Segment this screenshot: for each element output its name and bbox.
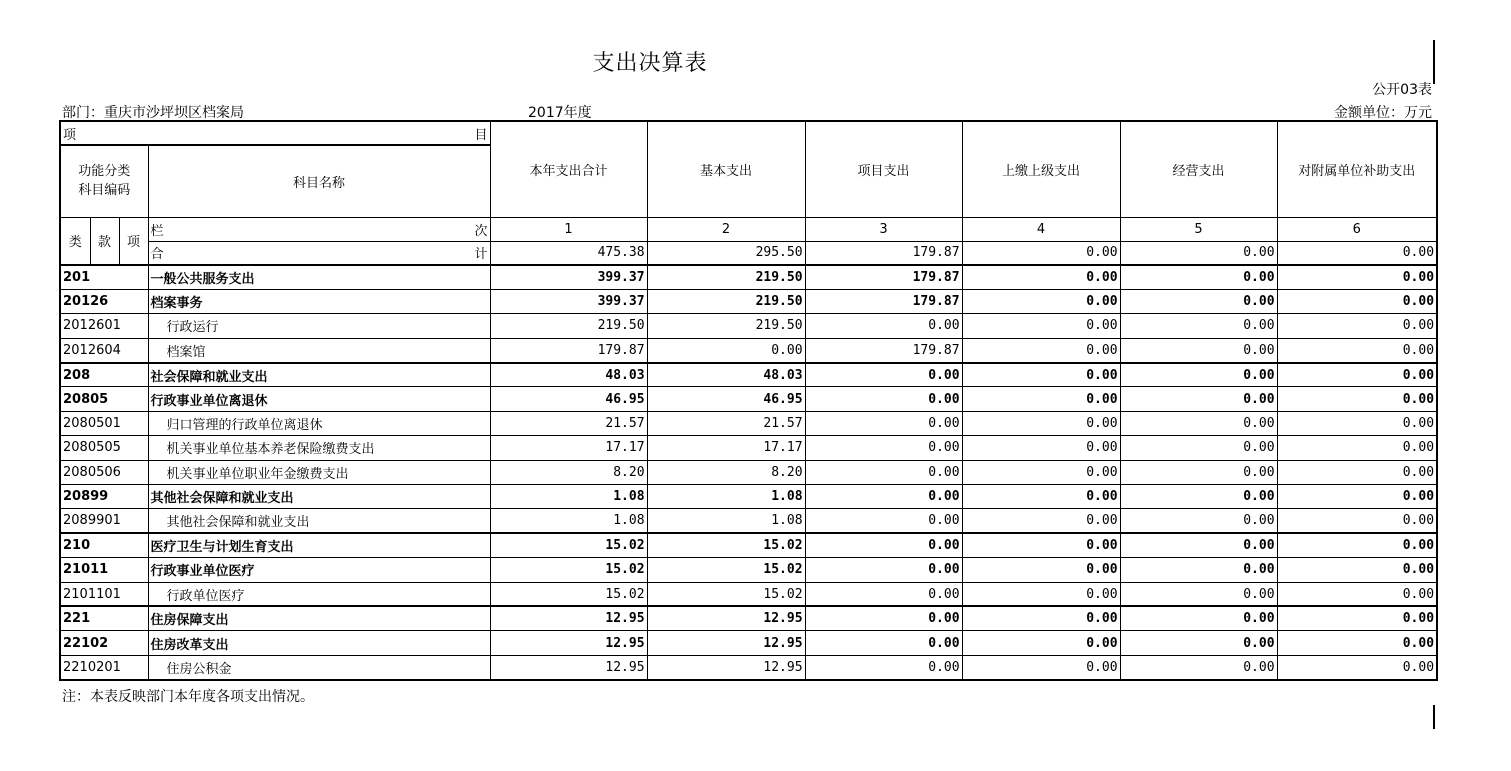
item-right-label: 目 [474, 127, 488, 143]
row-code: 2080506 [60, 460, 148, 484]
row-subject-name: 其他社会保障和就业支出 [148, 509, 490, 533]
row-value-col6: 0.00 [1277, 631, 1437, 655]
table-row [60, 558, 1437, 582]
row-value-col4: 0.00 [962, 436, 1120, 460]
row-value-col2: 1.08 [647, 509, 805, 533]
row-subject-name: 一般公共服务支出 [148, 265, 490, 289]
row-value-col3: 0.00 [805, 363, 962, 387]
total-col2: 295.50 [647, 241, 805, 265]
row-value-col6: 0.00 [1277, 655, 1437, 679]
row-value-col3: 0.00 [805, 582, 962, 606]
table-note: 注：本表反映部门本年度各项支出情况。 [62, 689, 314, 705]
col-index-2: 2 [647, 217, 805, 241]
header-row-index [60, 217, 1437, 241]
row-subject-name: 社会保障和就业支出 [148, 363, 490, 387]
row-value-col4: 0.00 [962, 485, 1120, 509]
row-value-col2: 219.50 [647, 314, 805, 338]
lei-header: 类 [60, 217, 90, 265]
header-row-item [60, 121, 1437, 145]
row-code: 221 [60, 606, 148, 630]
form-number: 公开03表 [1372, 82, 1432, 98]
row-value-col6: 0.00 [1277, 338, 1437, 362]
table-row [60, 436, 1437, 460]
row-value-col6: 0.00 [1277, 460, 1437, 484]
row-value-col1: 8.20 [490, 460, 647, 484]
row-value-col3: 0.00 [805, 631, 962, 655]
row-value-col5: 0.00 [1120, 411, 1277, 435]
row-code: 20126 [60, 289, 148, 313]
row-subject-name: 住房改革支出 [148, 631, 490, 655]
row-value-col4: 0.00 [962, 289, 1120, 313]
table-row [60, 655, 1437, 679]
row-value-col1: 219.50 [490, 314, 647, 338]
kuan-header: 款 [90, 217, 119, 265]
table-row [60, 606, 1437, 630]
row-value-col4: 0.00 [962, 606, 1120, 630]
row-value-col1: 399.37 [490, 265, 647, 289]
row-value-col5: 0.00 [1120, 606, 1277, 630]
row-subject-name: 机关事业单位职业年金缴费支出 [148, 460, 490, 484]
row-value-col5: 0.00 [1120, 533, 1277, 557]
row-value-col2: 17.17 [647, 436, 805, 460]
row-value-col3: 0.00 [805, 485, 962, 509]
row-value-col1: 1.08 [490, 509, 647, 533]
table-row [60, 338, 1437, 362]
func-code-header [60, 145, 148, 217]
row-subject-name: 住房公积金 [148, 655, 490, 679]
row-value-col2: 12.95 [647, 655, 805, 679]
page-title: 支出决算表 [592, 51, 708, 76]
row-value-col3: 0.00 [805, 411, 962, 435]
department-label: 部门：重庆市沙坪坝区档案局 [62, 105, 244, 121]
item-left-label: 项 [63, 127, 77, 143]
row-value-col3: 0.00 [805, 460, 962, 484]
row-value-col2: 12.95 [647, 606, 805, 630]
row-subject-name: 归口管理的行政单位离退休 [148, 411, 490, 435]
row-value-col6: 0.00 [1277, 436, 1437, 460]
ji-label: 计 [474, 247, 488, 263]
row-value-col1: 15.02 [490, 582, 647, 606]
row-subject-name: 医疗卫生与计划生育支出 [148, 533, 490, 557]
row-value-col5: 0.00 [1120, 436, 1277, 460]
expenditure-table [59, 120, 1438, 681]
row-value-col2: 21.57 [647, 411, 805, 435]
row-value-col2: 46.95 [647, 387, 805, 411]
row-value-col6: 0.00 [1277, 582, 1437, 606]
row-value-col4: 0.00 [962, 338, 1120, 362]
xiang-header: 项 [119, 217, 148, 265]
row-value-col2: 219.50 [647, 289, 805, 313]
row-value-col5: 0.00 [1120, 289, 1277, 313]
row-code: 22102 [60, 631, 148, 655]
row-value-col5: 0.00 [1120, 314, 1277, 338]
row-value-col6: 0.00 [1277, 411, 1437, 435]
row-value-col1: 179.87 [490, 338, 647, 362]
col3-header: 项目支出 [805, 121, 962, 217]
table-row [60, 485, 1437, 509]
func-code-line2: 科目编码 [78, 183, 131, 199]
total-col1: 475.38 [490, 241, 647, 265]
table-row [60, 582, 1437, 606]
row-value-col6: 0.00 [1277, 289, 1437, 313]
row-value-col3: 179.87 [805, 338, 962, 362]
row-value-col3: 0.00 [805, 558, 962, 582]
table-row [60, 387, 1437, 411]
row-code: 20899 [60, 485, 148, 509]
row-value-col6: 0.00 [1277, 606, 1437, 630]
table-row [60, 460, 1437, 484]
row-value-col4: 0.00 [962, 582, 1120, 606]
row-value-col1: 21.57 [490, 411, 647, 435]
row-code: 2012604 [60, 338, 148, 362]
row-value-col6: 0.00 [1277, 509, 1437, 533]
col4-header: 上缴上级支出 [962, 121, 1120, 217]
row-code: 2210201 [60, 655, 148, 679]
row-value-col1: 399.37 [490, 289, 647, 313]
row-value-col6: 0.00 [1277, 485, 1437, 509]
total-row [60, 241, 1437, 265]
col5-header: 经营支出 [1120, 121, 1277, 217]
row-value-col2: 15.02 [647, 558, 805, 582]
row-value-col4: 0.00 [962, 363, 1120, 387]
row-value-col4: 0.00 [962, 509, 1120, 533]
col1-header: 本年支出合计 [490, 121, 647, 217]
row-value-col1: 15.02 [490, 558, 647, 582]
row-value-col4: 0.00 [962, 314, 1120, 338]
row-value-col1: 15.02 [490, 533, 647, 557]
col-index-3: 3 [805, 217, 962, 241]
row-value-col5: 0.00 [1120, 509, 1277, 533]
row-value-col5: 0.00 [1120, 265, 1277, 289]
func-code-line1: 功能分类 [78, 164, 131, 180]
he-ji-cell [148, 241, 490, 265]
table-row [60, 509, 1437, 533]
col-index-1: 1 [490, 217, 647, 241]
row-value-col3: 179.87 [805, 289, 962, 313]
row-subject-name: 行政单位医疗 [148, 582, 490, 606]
table-row [60, 363, 1437, 387]
total-col4: 0.00 [962, 241, 1120, 265]
total-col3: 179.87 [805, 241, 962, 265]
fiscal-year: 2017年度 [528, 105, 592, 121]
lan-ci-cell [148, 217, 490, 241]
row-value-col3: 0.00 [805, 509, 962, 533]
row-code: 20805 [60, 387, 148, 411]
row-value-col6: 0.00 [1277, 314, 1437, 338]
row-value-col2: 0.00 [647, 338, 805, 362]
row-value-col2: 15.02 [647, 533, 805, 557]
row-value-col4: 0.00 [962, 265, 1120, 289]
table-row [60, 411, 1437, 435]
row-value-col4: 0.00 [962, 655, 1120, 679]
page-edge-mark-top [1433, 40, 1435, 84]
row-code: 2089901 [60, 509, 148, 533]
row-value-col2: 1.08 [647, 485, 805, 509]
row-value-col5: 0.00 [1120, 558, 1277, 582]
row-value-col3: 0.00 [805, 533, 962, 557]
row-value-col3: 179.87 [805, 265, 962, 289]
row-value-col1: 12.95 [490, 631, 647, 655]
ci-label: 次 [474, 223, 488, 239]
row-value-col4: 0.00 [962, 558, 1120, 582]
row-value-col3: 0.00 [805, 606, 962, 630]
row-code: 2080501 [60, 411, 148, 435]
row-value-col4: 0.00 [962, 411, 1120, 435]
row-value-col3: 0.00 [805, 387, 962, 411]
row-value-col6: 0.00 [1277, 533, 1437, 557]
row-value-col6: 0.00 [1277, 387, 1437, 411]
total-col5: 0.00 [1120, 241, 1277, 265]
row-value-col1: 12.95 [490, 655, 647, 679]
row-subject-name: 行政事业单位离退休 [148, 387, 490, 411]
row-value-col5: 0.00 [1120, 485, 1277, 509]
table-row [60, 533, 1437, 557]
table-row [60, 265, 1437, 289]
row-value-col6: 0.00 [1277, 363, 1437, 387]
row-value-col1: 17.17 [490, 436, 647, 460]
row-value-col5: 0.00 [1120, 655, 1277, 679]
row-code: 2101101 [60, 582, 148, 606]
col-index-5: 5 [1120, 217, 1277, 241]
row-value-col1: 1.08 [490, 485, 647, 509]
col2-header: 基本支出 [647, 121, 805, 217]
row-subject-name: 机关事业单位基本养老保险缴费支出 [148, 436, 490, 460]
table-row [60, 289, 1437, 313]
row-value-col5: 0.00 [1120, 363, 1277, 387]
row-value-col4: 0.00 [962, 631, 1120, 655]
row-code: 21011 [60, 558, 148, 582]
row-code: 208 [60, 363, 148, 387]
row-value-col2: 15.02 [647, 582, 805, 606]
row-value-col5: 0.00 [1120, 582, 1277, 606]
table-row [60, 631, 1437, 655]
row-subject-name: 行政运行 [148, 314, 490, 338]
col-index-4: 4 [962, 217, 1120, 241]
row-value-col2: 48.03 [647, 363, 805, 387]
row-value-col1: 12.95 [490, 606, 647, 630]
row-code: 2080505 [60, 436, 148, 460]
row-value-col3: 0.00 [805, 655, 962, 679]
row-value-col2: 12.95 [647, 631, 805, 655]
row-value-col4: 0.00 [962, 460, 1120, 484]
lan-label: 栏 [150, 223, 164, 239]
row-subject-name: 住房保障支出 [148, 606, 490, 630]
table-row [60, 314, 1437, 338]
amount-unit: 金额单位：万元 [1334, 105, 1432, 121]
row-value-col3: 0.00 [805, 436, 962, 460]
row-value-col1: 46.95 [490, 387, 647, 411]
subject-name-header: 科目名称 [148, 145, 490, 217]
row-value-col4: 0.00 [962, 387, 1120, 411]
row-value-col3: 0.00 [805, 314, 962, 338]
row-value-col6: 0.00 [1277, 558, 1437, 582]
row-value-col6: 0.00 [1277, 265, 1437, 289]
row-code: 210 [60, 533, 148, 557]
row-value-col1: 48.03 [490, 363, 647, 387]
row-subject-name: 档案馆 [148, 338, 490, 362]
row-value-col5: 0.00 [1120, 338, 1277, 362]
row-subject-name: 行政事业单位医疗 [148, 558, 490, 582]
total-col6: 0.00 [1277, 241, 1437, 265]
row-value-col5: 0.00 [1120, 460, 1277, 484]
row-value-col2: 219.50 [647, 265, 805, 289]
row-value-col4: 0.00 [962, 533, 1120, 557]
row-value-col2: 8.20 [647, 460, 805, 484]
col6-header: 对附属单位补助支出 [1277, 121, 1437, 217]
item-header-cell [60, 121, 490, 145]
row-code: 2012601 [60, 314, 148, 338]
row-subject-name: 档案事务 [148, 289, 490, 313]
row-value-col5: 0.00 [1120, 631, 1277, 655]
he-label: 合 [150, 247, 164, 263]
row-subject-name: 其他社会保障和就业支出 [148, 485, 490, 509]
row-code: 201 [60, 265, 148, 289]
col-index-6: 6 [1277, 217, 1437, 241]
row-value-col5: 0.00 [1120, 387, 1277, 411]
page-edge-mark-bottom [1433, 705, 1435, 729]
